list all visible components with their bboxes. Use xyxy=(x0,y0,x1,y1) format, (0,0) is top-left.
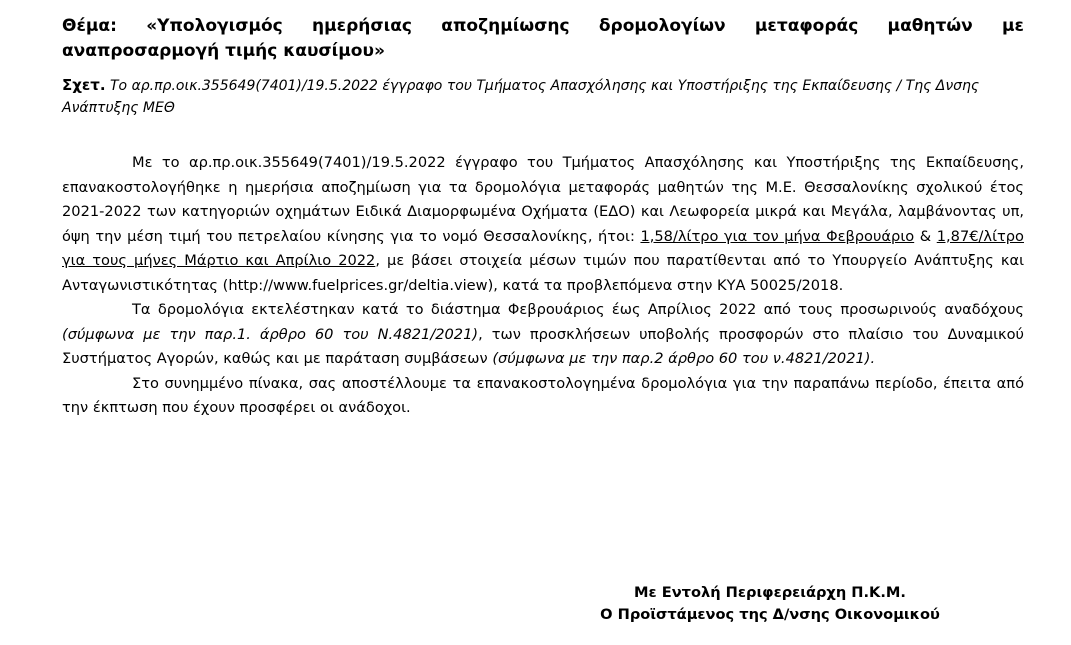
paragraph-2 xyxy=(62,298,1024,372)
body-text xyxy=(62,151,1024,421)
paragraph-2-intro: Τα δρομολόγια εκτελέστηκαν κατά το διάστημα Φεβρουάριος έως Απρίλιος 2022 από τους προσωρινούς αναδόχους xyxy=(132,301,1024,318)
fuel-price-february: 1,58/λίτρο για τον μήνα Φεβρουάριο xyxy=(640,227,915,245)
fuel-price-march-april: 1,87€/λίτρο για τους μήνες Μάρτιο και Απρίλιο 2022 xyxy=(62,227,1024,269)
reference-label: Σχετ. xyxy=(62,76,106,94)
paragraph-3: Στο συνημμένο πίνακα, σας αποστέλλουμε τα επανακοστολογημένα δρομολόγια για την παραπάνω περίοδο, έπειτα από την έκπτωση που έχουν προσφέρει οι ανάδοχοι. xyxy=(62,374,1024,416)
reference-text: Το αρ.πρ.οικ.355649(7401)/19.5.2022 έγγραφο του Τμήματος Απασχόλησης και Υποστήριξης της Εκπαίδευσης / Της Δνσης Ανάπτυξης ΜΕΘ xyxy=(62,78,980,116)
signature-line-1: Με Εντολή Περιφερειάρχη Π.Κ.Μ. xyxy=(634,584,906,601)
signature-line-2: Ο Προϊστάμενος της Δ/νσης Οικονομικού xyxy=(600,606,940,623)
reference-block xyxy=(62,74,1024,119)
signature-block xyxy=(540,582,1000,626)
subject-line-1: Θέμα: «Υπολογισμός ημερήσιας αποζημίωσης δρομολογίων μεταφοράς μαθητών με xyxy=(62,16,1024,36)
legal-citation-2: (σύμφωνα με την παρ.2 άρθρο 60 του ν.4821/2021). xyxy=(492,350,876,367)
legal-citation-1: (σύμφωνα με την παρ.1. άρθρο 60 του Ν.4821/2021) xyxy=(62,325,479,343)
paragraph-2-middle: , των προσκλήσεων υποβολής προσφορών στο πλαίσιο του Δυναμικού Συστήματος Αγορών, καθώς και με παράταση συμβάσεων xyxy=(62,325,1024,367)
subject-heading xyxy=(62,14,1024,64)
paragraph-1 xyxy=(62,151,1024,298)
ampersand: & xyxy=(914,227,937,245)
paragraph-1-intro: Με το αρ.πρ.οικ.355649(7401)/19.5.2022 έγγραφο του Τμήματος Απασχόλησης και Υποστήριξης της Εκπαίδευσης, επανακοστολογήθηκε η ημερήσια αποζημίωση για τα δρομολόγια μεταφοράς μαθητών της Μ.Ε. Θεσσαλονίκης σχολικού έτος 2021-2022 των κατηγοριών οχημάτων Ειδικά Διαμορφωμένα Οχήματα (ΕΔΟ) και Λεωφορεία μικρά και Μεγάλα, λαμβάνοντας υπ, όψη την μέση τιμή του πετρελαίου κίνησης για το νομό Θεσσαλονίκης, ήτοι: xyxy=(62,154,1024,245)
subject-line-2: αναπροσαρμογή τιμής καυσίμου» xyxy=(62,41,385,61)
paragraph-1-rest: , με βάσει στοιχεία μέσων τιμών που παρατίθενται από το Υπουργείο Ανάπτυξης και Ανταγωνιστικότητας (http://www.fuelprices.gr/deltia.view), κατά τα προβλεπόμενα στην ΚΥΑ 50025/2018. xyxy=(62,252,1025,294)
